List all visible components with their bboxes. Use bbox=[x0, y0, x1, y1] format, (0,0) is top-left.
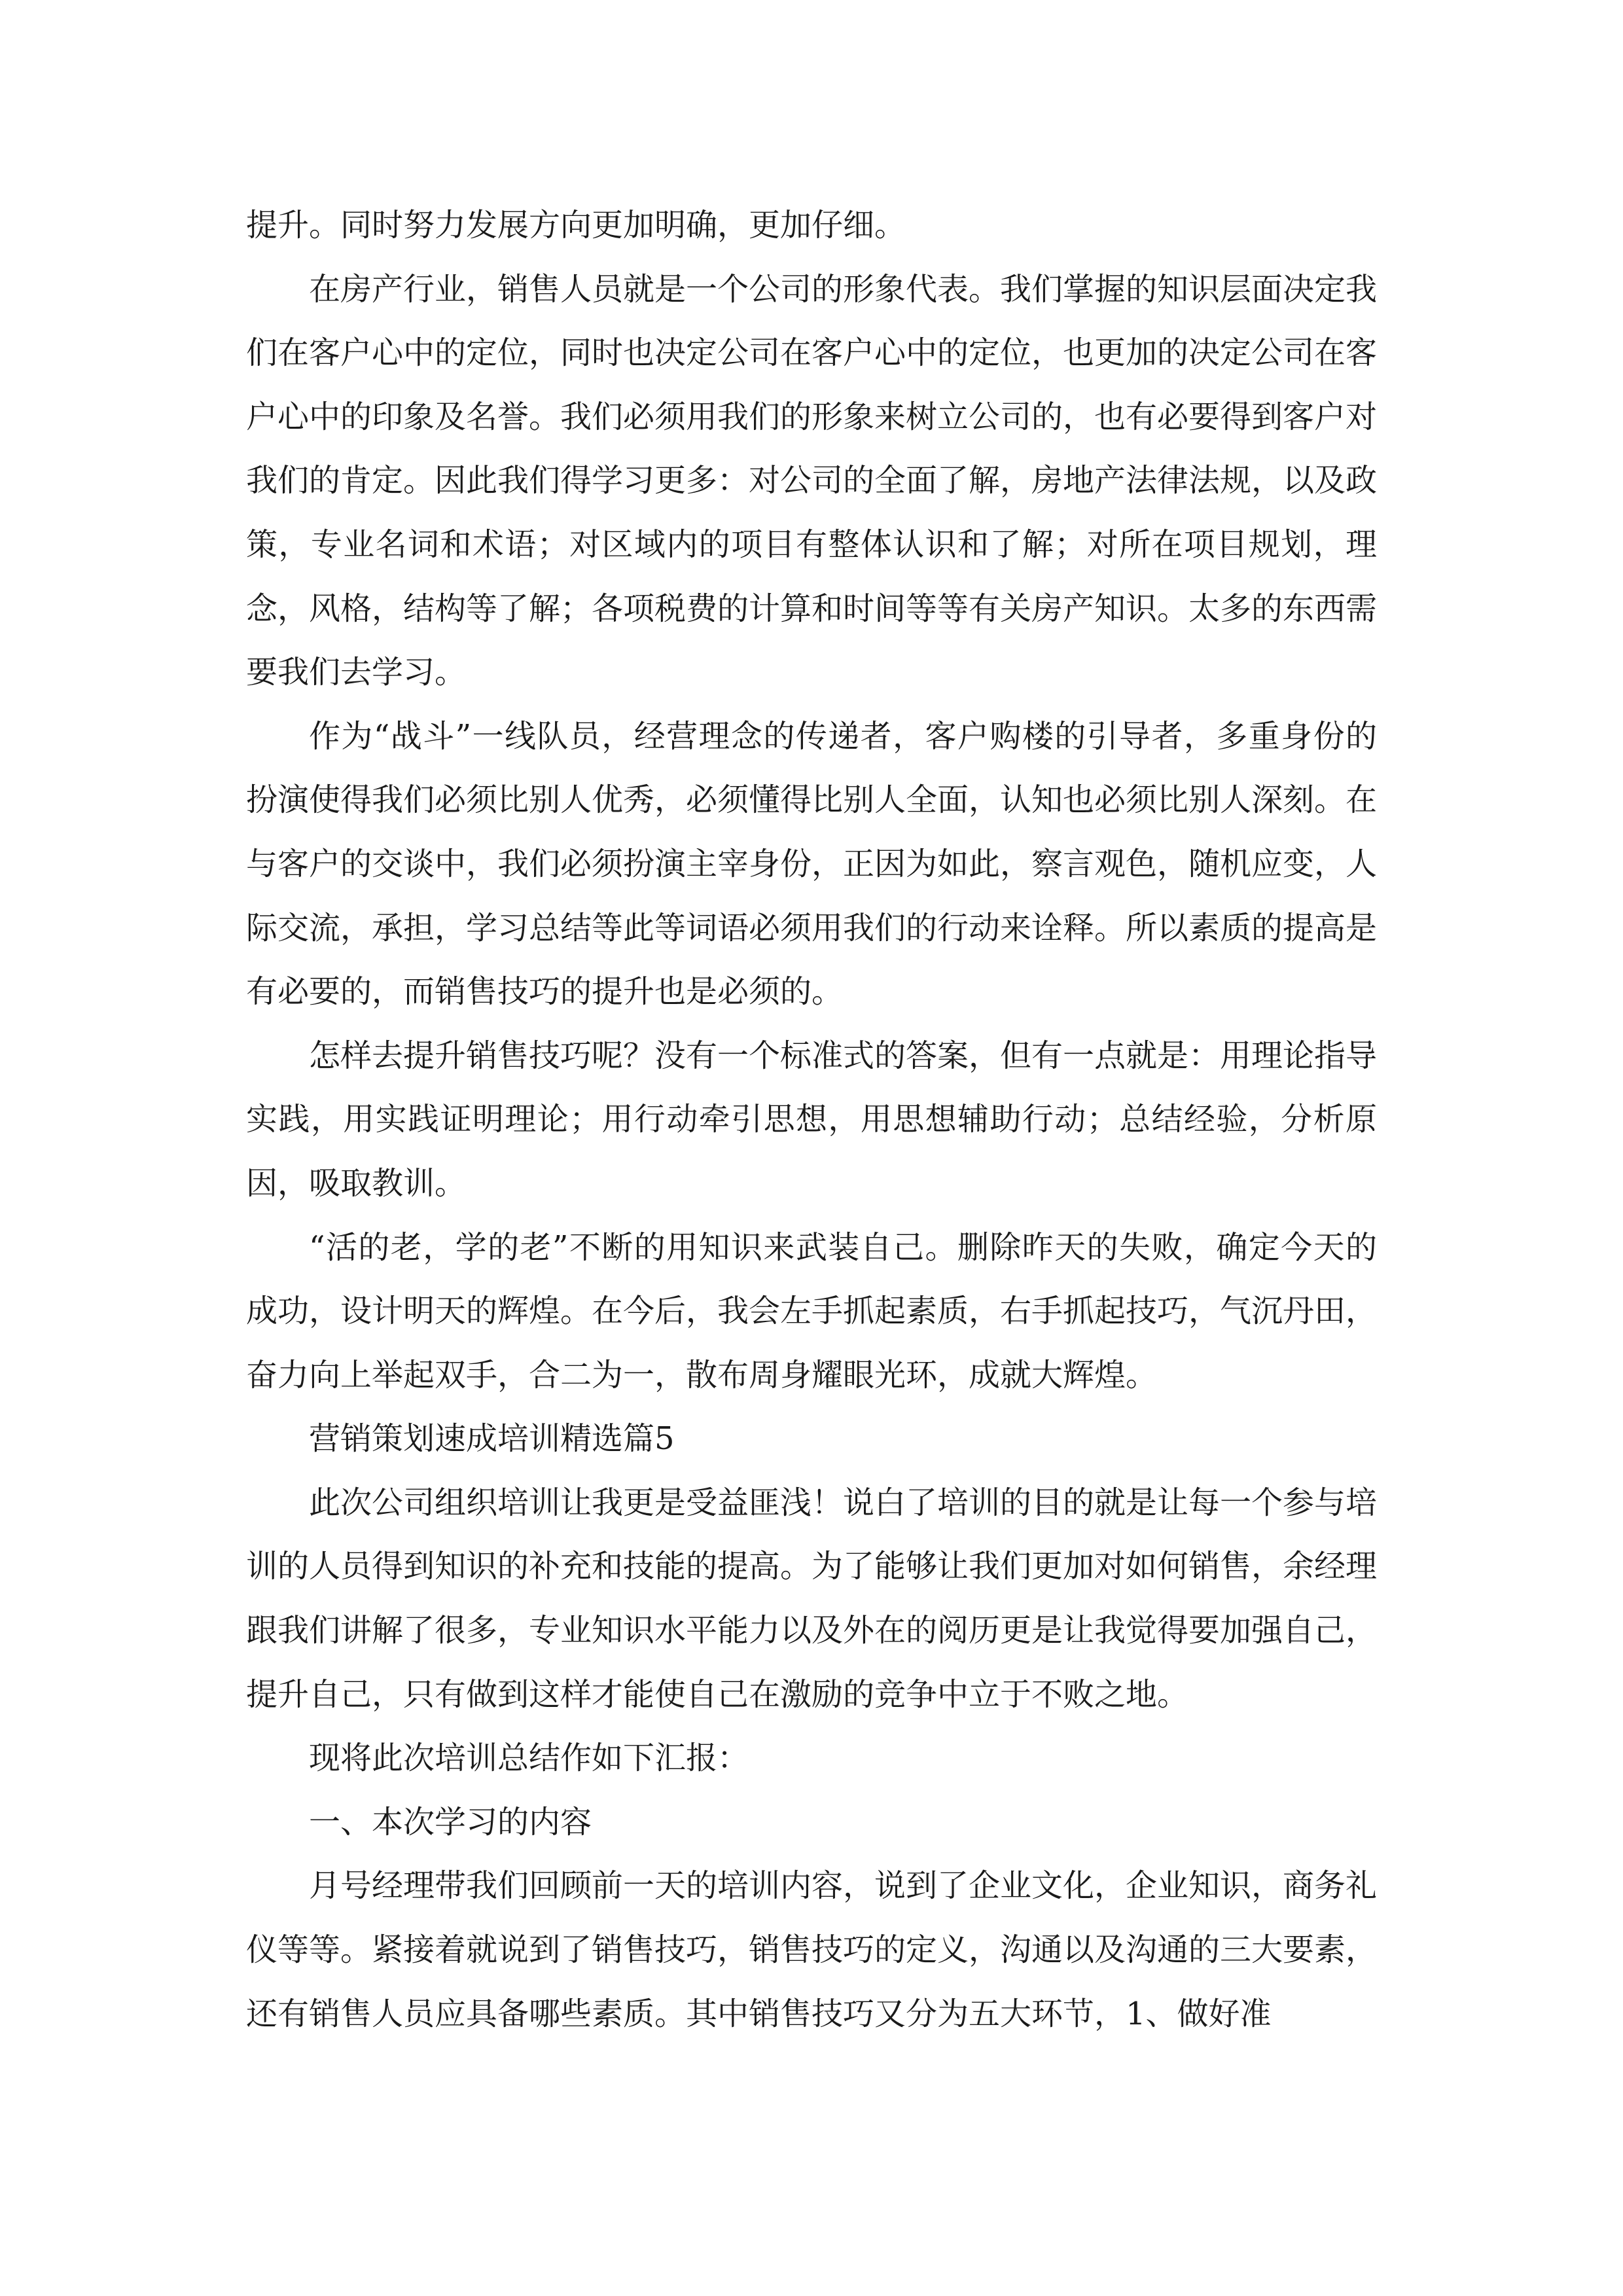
paragraph-lifelong-learning: “活的老，学的老”不断的用知识来武装自己。删除昨天的失败，确定今天的成功，设计明天的辉煌。在今后，我会左手抓起素质，右手抓起技巧，气沉丹田，奋力向上举起双手，合二为一，散布周身耀眼光环，成就大辉煌。 bbox=[246, 1229, 1378, 1393]
subheading-study-content: 一、本次学习的内容 bbox=[309, 1803, 592, 1840]
paragraph-frontline-role: 作为“战斗”一线队员，经营理念的传递者，客户购楼的引导者，多重身份的扮演使得我们必须比别人优秀，必须懂得比别人全面，认知也必须比别人深刻。在与客户的交谈中，我们必须扮演主宰身份，正因为如此，察言观色，随机应变，人际交流，承担，学习总结等此等词语必须用我们的行动来诠释。所以素质的提高是有必要的，而销售技巧的提升也是必须的。 bbox=[246, 717, 1378, 1011]
paragraph-image-representative: 在房产行业，销售人员就是一个公司的形象代表。我们掌握的知识层面决定我们在客户心中的定位，同时也决定公司在客户心中的定位，也更加的决定公司在客户心中的印象及名誉。我们必须用我们的形象来树立公司的，也有必要得到客户对我们的肯定。因此我们得学习更多：对公司的全面了解，房地产法律法规，以及政策，专业名词和术语；对区域内的项目有整体认识和了解；对所在项目规划，理念，风格，结构等了解；各项税费的计算和时间等等有关房产知识。太多的东西需要我们去学习。 bbox=[246, 270, 1378, 691]
paragraph-continuation: 提升。同时努力发展方向更加明确，更加仔细。 bbox=[246, 207, 906, 243]
section-heading-part5: 营销策划速成培训精选篇5 bbox=[309, 1420, 675, 1458]
paragraph-improve-skills: 怎样去提升销售技巧呢？没有一个标准式的答案，但有一点就是：用理论指导实践，用实践证明理论；用行动牵引思想，用思想辅助行动；总结经验，分析原因，吸取教训。 bbox=[246, 1037, 1378, 1202]
paragraph-report-intro: 现将此次培训总结作如下汇报： bbox=[309, 1740, 749, 1777]
paragraph-training-review: 月号经理带我们回顾前一天的培训内容，说到了企业文化，企业知识，商务礼仪等等。紧接着就说到了销售技巧，销售技巧的定义，沟通以及沟通的三大要素，还有销售人员应具备哪些素质。其中销售技巧又分为五大环节，1、做好准 bbox=[246, 1867, 1378, 2032]
document-body bbox=[246, 194, 1377, 2046]
paragraph-training-benefit: 此次公司组织培训让我更是受益匪浅！说白了培训的目的就是让每一个参与培训的人员得到知识的补充和技能的提高。为了能够让我们更加对如何销售，余经理跟我们讲解了很多，专业知识水平能力以及外在的阅历更是让我觉得要加强自己，提升自己，只有做到这样才能使自己在激励的竞争中立于不败之地。 bbox=[246, 1484, 1378, 1713]
